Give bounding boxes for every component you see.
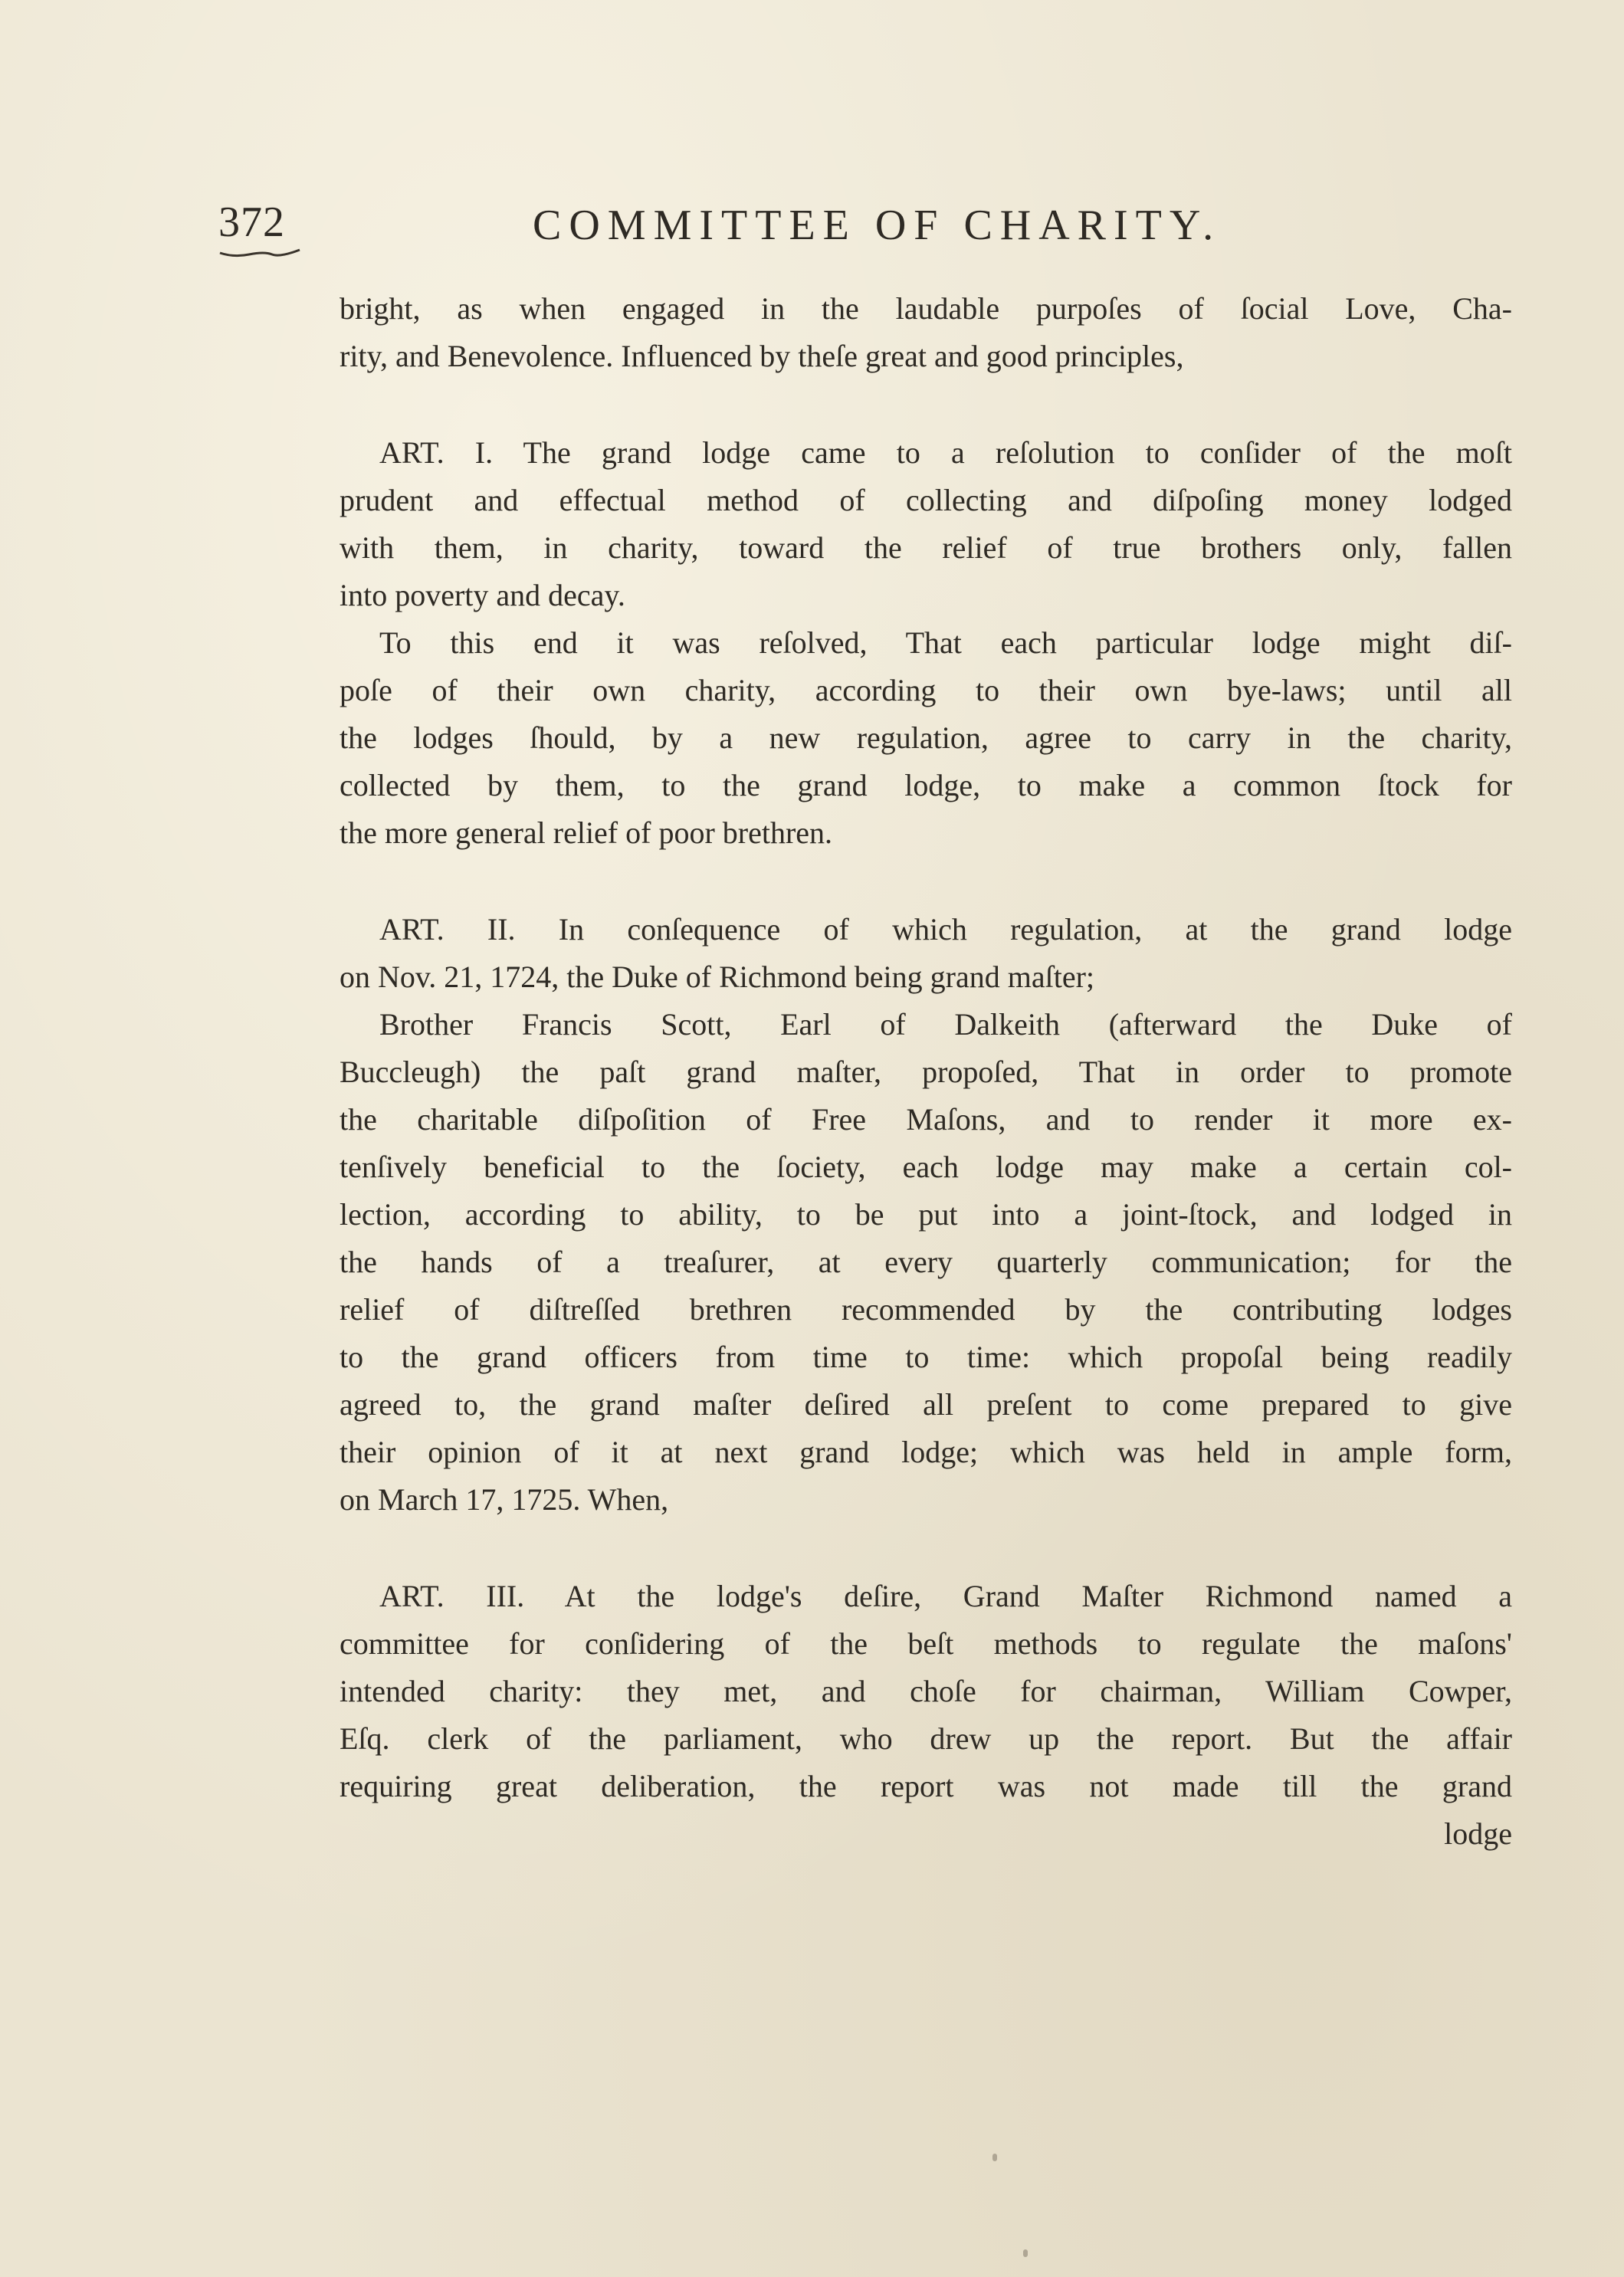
ink-speck: [992, 2154, 997, 2161]
text-line: tenſively beneficial to the ſociety, each lodge may make a certain col-: [340, 1150, 1512, 1184]
text-line: with them, in charity, toward the relief of true brothers only, fallen: [340, 530, 1512, 565]
text-line: the more general relief of poor brethren.: [340, 815, 833, 850]
text-line: rity, and Benevolence. Influenced by theſe great and good principles,: [340, 339, 1184, 373]
text-line: the charitable diſpoſition of Free Maſons, and to render it more ex-: [340, 1102, 1512, 1137]
page-header: [218, 198, 1360, 259]
text-line: agreed to, the grand maſter deſired all preſent to come prepared to give: [340, 1387, 1512, 1422]
text-line: committee for conſidering of the beſt methods to regulate the maſons': [340, 1626, 1512, 1661]
text-line: Brother Francis Scott, Earl of Dalkeith (afterward the Duke of: [379, 1007, 1512, 1042]
text-line: poſe of their own charity, according to their own bye-laws; until all: [340, 673, 1512, 707]
text-line: their opinion of it at next grand lodge; which was held in ample form,: [340, 1435, 1512, 1469]
text-line: lection, according to ability, to be put into a joint-ſtock, and lodged in: [340, 1197, 1512, 1232]
text-line: bright, as when engaged in the laudable purpoſes of ſocial Love, Cha-: [340, 291, 1512, 326]
text-line: the lodges ſhould, by a new regulation, agree to carry in the charity,: [340, 720, 1512, 755]
text-line: Eſq. clerk of the parliament, who drew up the report. But the affair: [340, 1721, 1512, 1756]
paragraph-gap: [340, 857, 1512, 906]
text-line: to the grand officers from time to time: which propoſal being readily: [340, 1340, 1512, 1374]
article-heading-line: ART. I. The grand lodge came to a reſolution to conſider of the moſt: [379, 435, 1512, 470]
ink-speck: [1023, 2249, 1028, 2257]
text-line: the hands of a treaſurer, at every quarterly communication; for the: [340, 1245, 1512, 1279]
running-title: COMMITTEE OF CHARITY.: [533, 202, 1222, 249]
text-line: Buccleugh) the paſt grand maſter, propoſed, That in order to promote: [340, 1055, 1512, 1089]
text-line: collected by them, to the grand lodge, to make a common ſtock for: [340, 768, 1512, 802]
paragraph-gap: [340, 1524, 1512, 1573]
text-line: To this end it was reſolved, That each particular lodge might diſ-: [379, 625, 1512, 660]
article-heading-line: ART. III. At the lodge's deſire, Grand Maſter Richmond named a: [379, 1579, 1512, 1613]
text-line: on March 17, 1725. When,: [340, 1482, 669, 1517]
catchword: lodge: [1444, 1816, 1512, 1851]
page-number: 372: [218, 198, 285, 246]
text-line: on Nov. 21, 1724, the Duke of Richmond being grand maſter;: [340, 960, 1094, 994]
flourish-ornament-icon: [218, 245, 301, 259]
text-line: prudent and effectual method of collecting and diſpoſing money lodged: [340, 483, 1512, 517]
page-body: [340, 285, 1512, 1858]
article-heading-line: ART. II. In conſequence of which regulation, at the grand lodge: [379, 912, 1512, 947]
text-line: intended charity: they met, and choſe for chairman, William Cowper,: [340, 1674, 1512, 1708]
text-line: relief of diſtreſſed brethren recommended by the contributing lodges: [340, 1292, 1512, 1327]
text-line: into poverty and decay.: [340, 578, 625, 612]
paragraph-gap: [340, 380, 1512, 429]
text-line: requiring great deliberation, the report was not made till the grand: [340, 1769, 1512, 1803]
